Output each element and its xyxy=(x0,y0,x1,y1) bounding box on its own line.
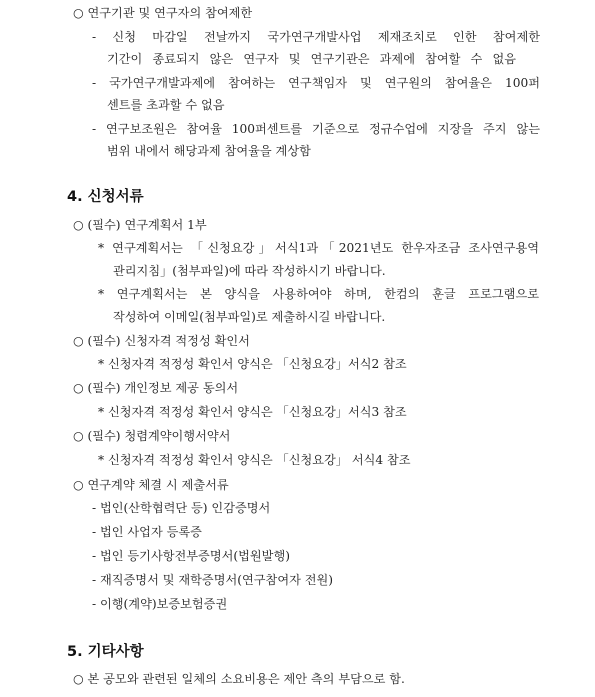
restriction-sub1-line1: - 신청 마감일 전날까지 국가연구개발사업 제재조치로 인한 참여제한 xyxy=(92,30,540,44)
contract-documents-item: ○ 연구계약 체결 시 제출서류 xyxy=(73,478,229,492)
section4-heading: 4. 신청서류 xyxy=(67,189,144,205)
document-list-item: - 법인 사업자 등록증 xyxy=(92,525,202,539)
research-plan-note2-line1: * 연구계획서는 본 양식을 사용하여야 하며, 한컴의 훈글 프로그램으로 xyxy=(98,287,539,301)
document-list-item: - 법인(산학협력단 등) 인감증명서 xyxy=(92,501,271,515)
eligibility-confirmation-item: ○ (필수) 신청자격 적정성 확인서 xyxy=(73,334,250,348)
document-list-item: - 이행(계약)보증보험증권 xyxy=(92,597,228,611)
restriction-sub3-line2: 범위 내에서 해당과제 참여율을 계상함 xyxy=(107,144,311,158)
research-plan-note1-line2: 관리지침」(첨부파일)에 따라 작성하시기 바랍니다. xyxy=(113,264,386,278)
restriction-sub3-line1: - 연구보조원은 참여율 100퍼센트를 기준으로 정규수업에 지장을 주지 않는 xyxy=(92,122,540,136)
research-plan-item: ○ (필수) 연구계획서 1부 xyxy=(73,218,207,232)
eligibility-confirmation-note: * 신청자격 적정성 확인서 양식은 「신청요강」서식2 참조 xyxy=(98,357,407,371)
participation-restriction-item: ○ 연구기관 및 연구자의 참여제한 xyxy=(73,6,253,20)
restriction-sub2-line1: - 국가연구개발과제에 참여하는 연구책임자 및 연구원의 참여율은 100퍼 xyxy=(92,76,540,90)
research-plan-note1-line1: * 연구계획서는 「신청요강」서식1과「2021년도 한우자조금 조사연구용역 xyxy=(98,241,539,255)
research-plan-note2-line2: 작성하여 이메일(첨부파일)로 제출하시길 바랍니다. xyxy=(113,310,386,324)
integrity-pledge-note: * 신청자격 적정성 확인서 양식은 「신청요강」 서식4 참조 xyxy=(98,453,411,467)
privacy-consent-note: * 신청자격 적정성 확인서 양식은 「신청요강」서식3 참조 xyxy=(98,405,407,419)
cost-burden-item: ○ 본 공모와 관련된 일체의 소요비용은 제안 측의 부담으로 함. xyxy=(73,672,405,686)
document-list-item: - 법인 등기사항전부증명서(법원발행) xyxy=(92,549,290,563)
section5-heading: 5. 기타사항 xyxy=(67,644,144,660)
document-list-item: - 재직증명서 및 재학증명서(연구참여자 전원) xyxy=(92,573,334,587)
restriction-sub2-line2: 센트를 초과할 수 없음 xyxy=(107,98,225,112)
integrity-pledge-item: ○ (필수) 청렴계약이행서약서 xyxy=(73,429,231,443)
privacy-consent-item: ○ (필수) 개인정보 제공 동의서 xyxy=(73,381,239,395)
restriction-sub1-line2: 기간이 종료되지 않은 연구자 및 연구기관은 과제에 참여할 수 없음 xyxy=(107,52,516,66)
